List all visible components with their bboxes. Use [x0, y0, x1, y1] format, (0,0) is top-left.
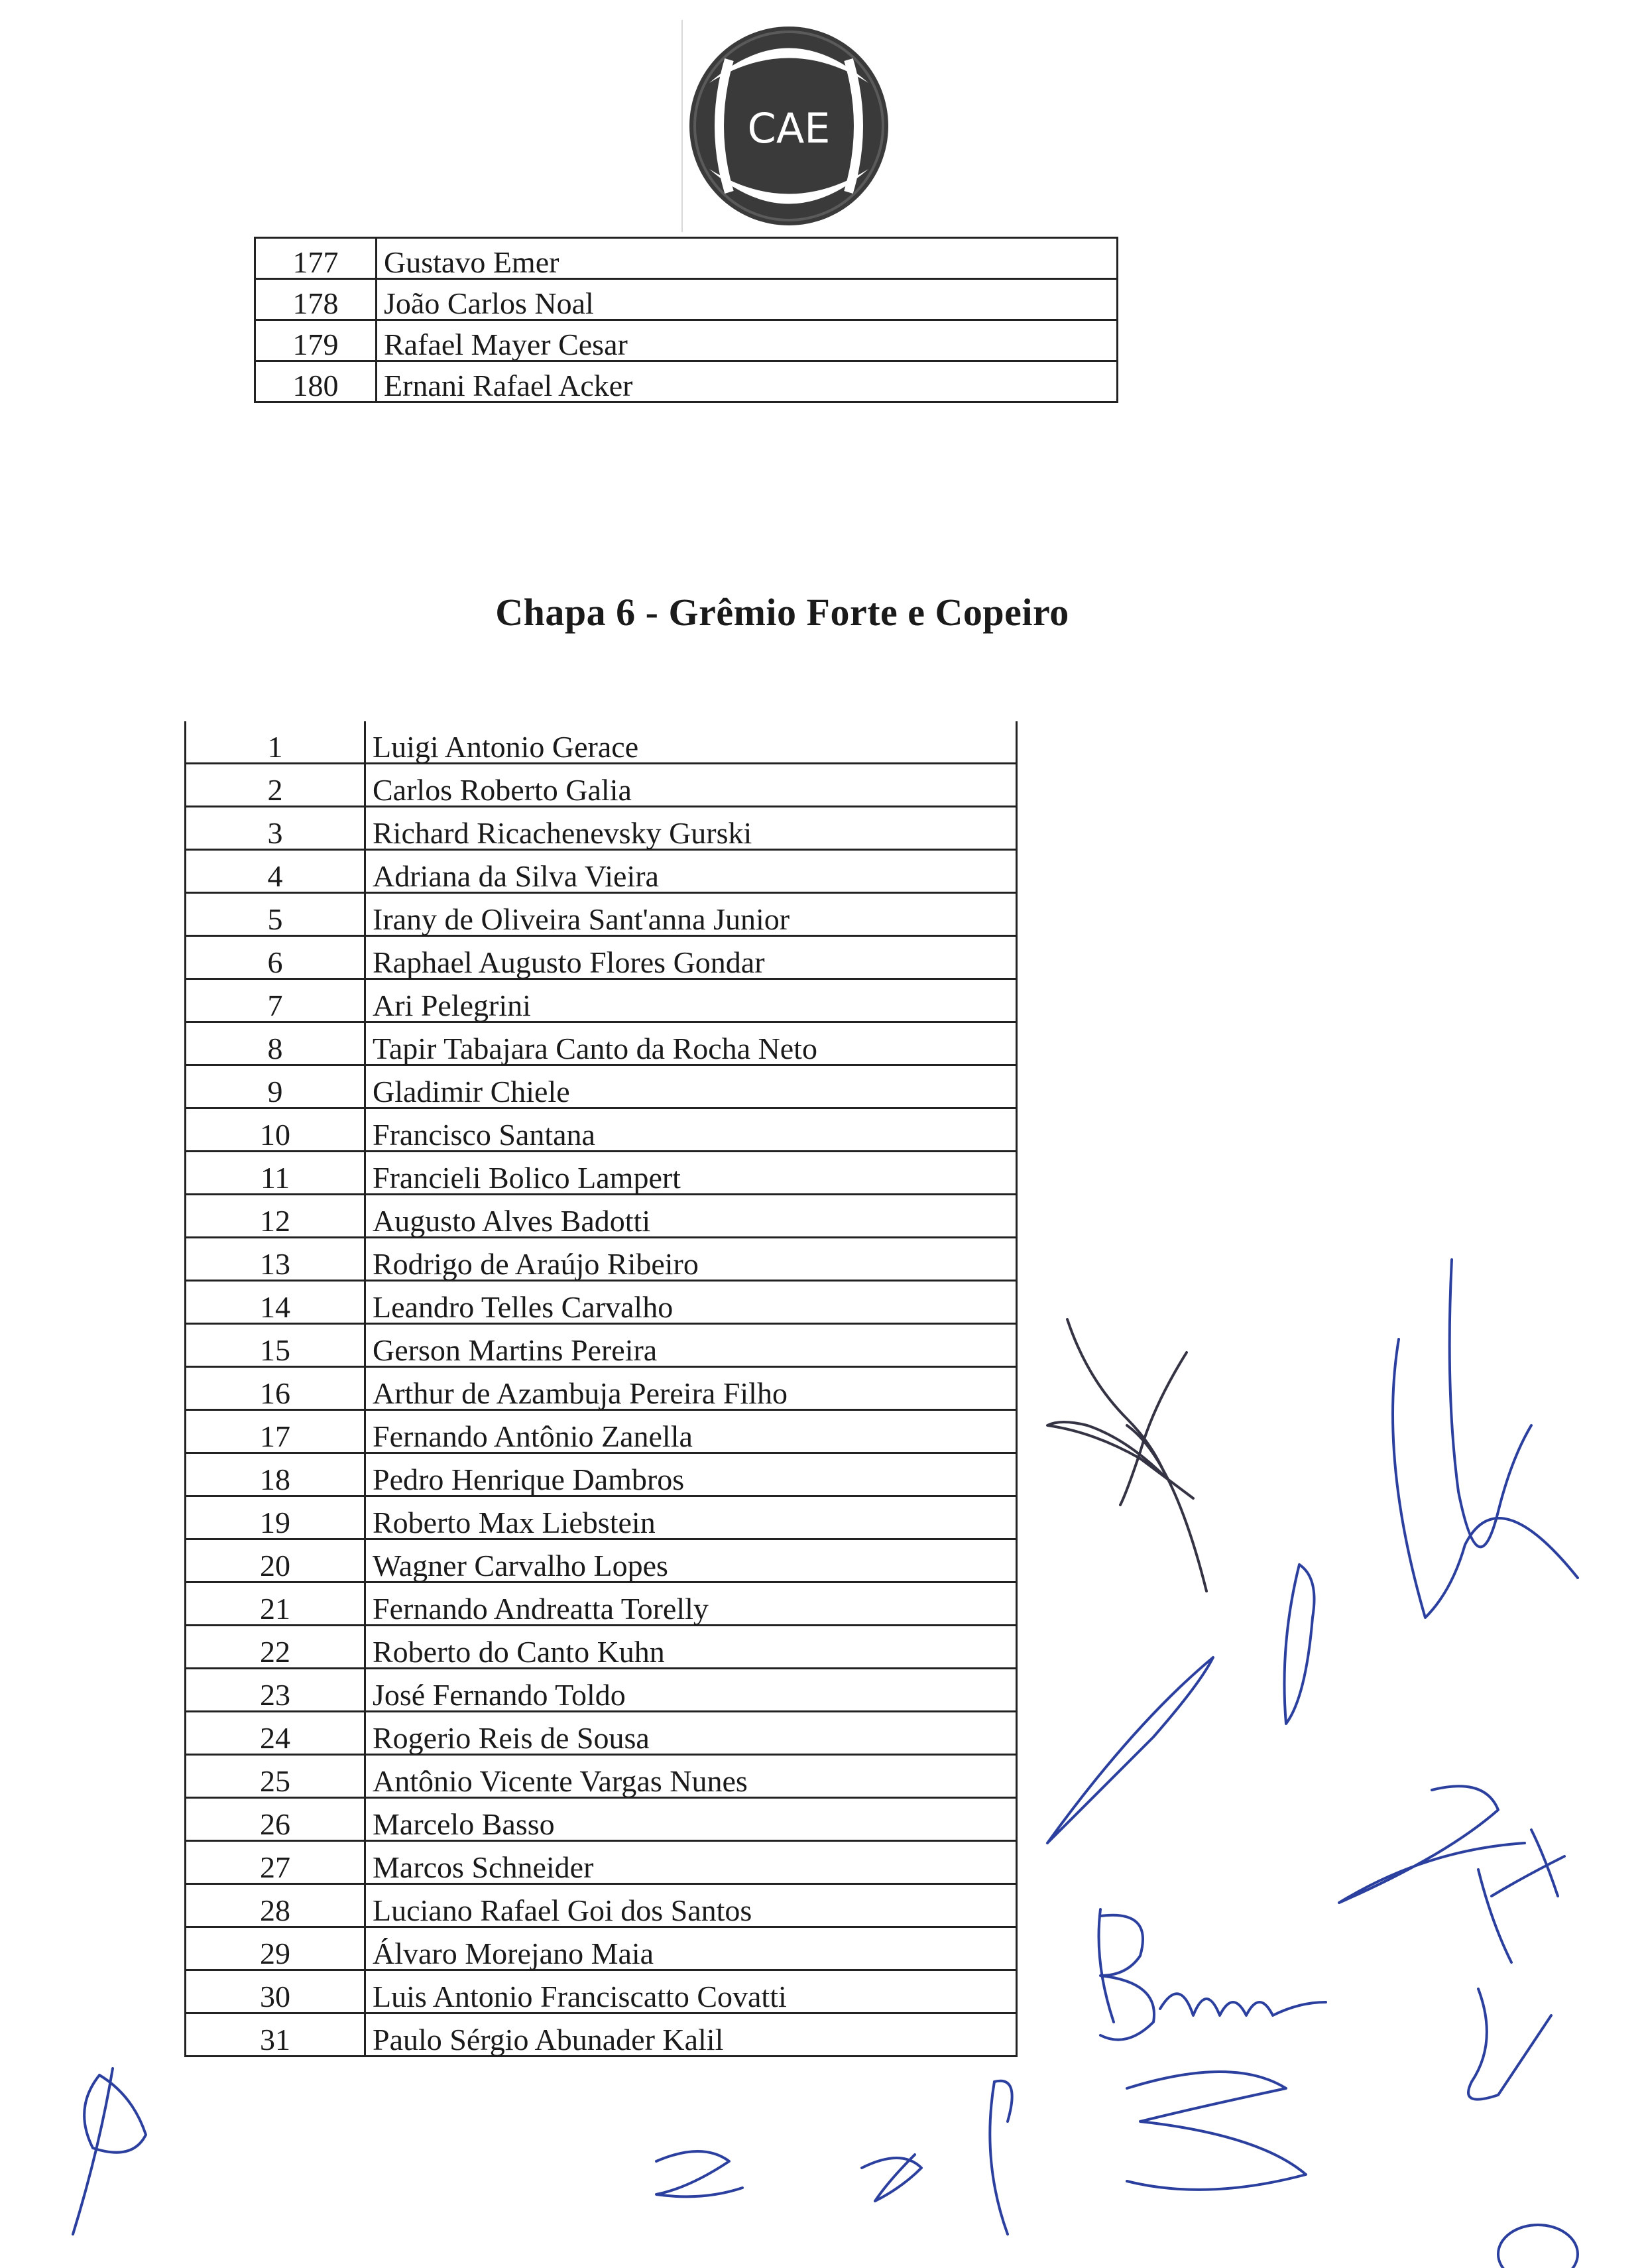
table-row	[186, 2013, 1017, 2057]
row-number: 11	[186, 1152, 365, 1195]
table-row	[186, 807, 1017, 850]
row-name: Raphael Augusto Flores Gondar	[365, 936, 1017, 979]
row-number: 9	[186, 1065, 365, 1108]
row-name: Roberto do Canto Kuhn	[365, 1626, 1017, 1669]
row-number: 6	[186, 936, 365, 979]
row-name: Augusto Alves Badotti	[365, 1195, 1017, 1238]
row-number: 22	[186, 1626, 365, 1669]
table-row	[255, 238, 1118, 279]
table-row	[186, 1065, 1017, 1108]
table-row	[186, 1798, 1017, 1841]
row-number: 20	[186, 1539, 365, 1582]
table-row	[186, 1539, 1017, 1582]
table-row	[186, 1152, 1017, 1195]
row-name: Rafael Mayer Cesar	[377, 320, 1118, 361]
row-name: Fernando Andreatta Torelly	[365, 1582, 1017, 1626]
table-row	[186, 1453, 1017, 1496]
table-row	[255, 320, 1118, 361]
row-name: João Carlos Noal	[377, 279, 1118, 320]
row-name: Rogerio Reis de Sousa	[365, 1712, 1017, 1755]
row-number: 18	[186, 1453, 365, 1496]
row-name: José Fernando Toldo	[365, 1669, 1017, 1712]
row-name: Roberto Max Liebstein	[365, 1496, 1017, 1539]
row-number: 177	[255, 238, 377, 279]
row-number: 25	[186, 1755, 365, 1798]
row-name: Marcelo Basso	[365, 1798, 1017, 1841]
row-name: Francieli Bolico Lampert	[365, 1152, 1017, 1195]
row-name: Luciano Rafael Goi dos Santos	[365, 1884, 1017, 1927]
row-number: 3	[186, 807, 365, 850]
row-number: 178	[255, 279, 377, 320]
row-number: 17	[186, 1410, 365, 1453]
table-row	[186, 1195, 1017, 1238]
table-row	[255, 279, 1118, 320]
row-number: 31	[186, 2013, 365, 2057]
row-name: Ernani Rafael Acker	[377, 361, 1118, 402]
row-name: Paulo Sérgio Abunader Kalil	[365, 2013, 1017, 2057]
cae-logo	[683, 20, 895, 232]
table-row	[186, 1626, 1017, 1669]
row-name: Carlos Roberto Galia	[365, 764, 1017, 807]
row-number: 10	[186, 1108, 365, 1152]
row-name: Richard Ricachenevsky Gurski	[365, 807, 1017, 850]
row-name: Gustavo Emer	[377, 238, 1118, 279]
row-number: 28	[186, 1884, 365, 1927]
row-number: 2	[186, 764, 365, 807]
table-row	[186, 893, 1017, 936]
row-number: 8	[186, 1022, 365, 1065]
logo-text: CAE	[747, 104, 831, 152]
row-name: Fernando Antônio Zanella	[365, 1410, 1017, 1453]
row-number: 23	[186, 1669, 365, 1712]
cae-logo-icon	[683, 20, 895, 232]
table-row	[186, 1884, 1017, 1927]
row-name: Luis Antonio Franciscatto Covatti	[365, 1970, 1017, 2013]
row-name: Luigi Antonio Gerace	[365, 721, 1017, 764]
table-row	[186, 1108, 1017, 1152]
table-row	[186, 1927, 1017, 1970]
row-number: 24	[186, 1712, 365, 1755]
table-row	[186, 1324, 1017, 1367]
table-row	[186, 764, 1017, 807]
row-number: 19	[186, 1496, 365, 1539]
table-row	[186, 1281, 1017, 1324]
row-number: 29	[186, 1927, 365, 1970]
row-name: Gladimir Chiele	[365, 1065, 1017, 1108]
row-name: Adriana da Silva Vieira	[365, 850, 1017, 893]
row-name: Antônio Vicente Vargas Nunes	[365, 1755, 1017, 1798]
row-number: 4	[186, 850, 365, 893]
row-name: Marcos Schneider	[365, 1841, 1017, 1884]
table-row	[186, 1367, 1017, 1410]
row-number: 16	[186, 1367, 365, 1410]
row-name: Pedro Henrique Dambros	[365, 1453, 1017, 1496]
row-number: 27	[186, 1841, 365, 1884]
table-row	[186, 721, 1017, 764]
table-row	[186, 1755, 1017, 1798]
row-name: Wagner Carvalho Lopes	[365, 1539, 1017, 1582]
table-row	[186, 1669, 1017, 1712]
table-row	[186, 1238, 1017, 1281]
table-row	[186, 1712, 1017, 1755]
row-number: 1	[186, 721, 365, 764]
table-row	[186, 1022, 1017, 1065]
row-number: 7	[186, 979, 365, 1022]
row-number: 15	[186, 1324, 365, 1367]
row-number: 13	[186, 1238, 365, 1281]
table-row	[186, 1410, 1017, 1453]
row-number: 12	[186, 1195, 365, 1238]
table-row	[186, 979, 1017, 1022]
members-table	[184, 721, 1018, 2057]
row-name: Leandro Telles Carvalho	[365, 1281, 1017, 1324]
row-name: Arthur de Azambuja Pereira Filho	[365, 1367, 1017, 1410]
row-name: Irany de Oliveira Sant'anna Junior	[365, 893, 1017, 936]
row-number: 180	[255, 361, 377, 402]
previous-list-table	[254, 237, 1118, 403]
table-row	[186, 1582, 1017, 1626]
row-name: Rodrigo de Araújo Ribeiro	[365, 1238, 1017, 1281]
row-name: Ari Pelegrini	[365, 979, 1017, 1022]
row-name: Tapir Tabajara Canto da Rocha Neto	[365, 1022, 1017, 1065]
row-number: 14	[186, 1281, 365, 1324]
table-row	[186, 850, 1017, 893]
table-row	[186, 1841, 1017, 1884]
table-row	[186, 1496, 1017, 1539]
table-row	[255, 361, 1118, 402]
row-name: Francisco Santana	[365, 1108, 1017, 1152]
signature-dark	[1047, 1319, 1206, 1591]
row-name: Gerson Martins Pereira	[365, 1324, 1017, 1367]
table-row	[186, 936, 1017, 979]
row-number: 26	[186, 1798, 365, 1841]
table-row	[186, 1970, 1017, 2013]
row-number: 21	[186, 1582, 365, 1626]
row-number: 5	[186, 893, 365, 936]
section-title: Chapa 6 - Grêmio Forte e Copeiro	[495, 591, 1069, 634]
row-number: 30	[186, 1970, 365, 2013]
row-number: 179	[255, 320, 377, 361]
row-name: Álvaro Morejano Maia	[365, 1927, 1017, 1970]
